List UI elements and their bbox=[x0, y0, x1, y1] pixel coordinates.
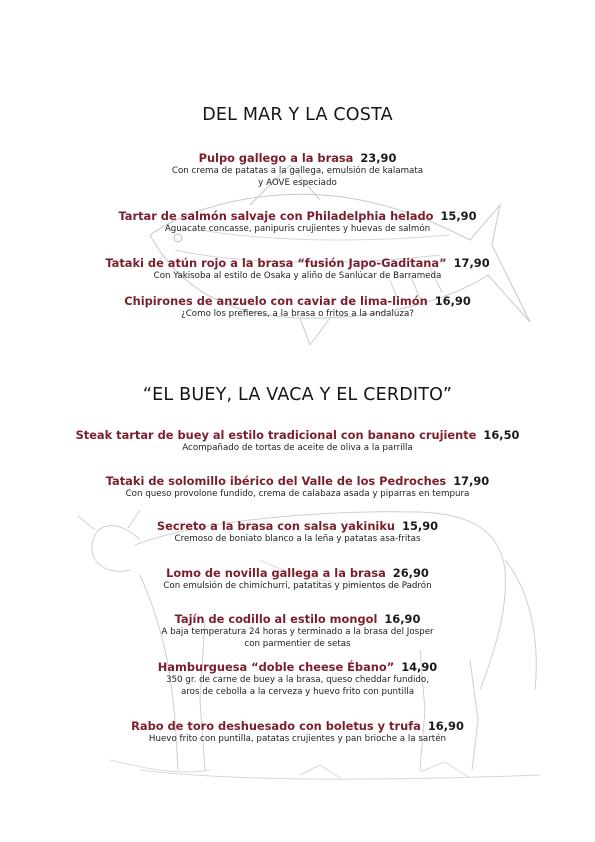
dish-description: con parmentier de setas bbox=[244, 639, 351, 649]
dish-price: 23,90 bbox=[360, 151, 397, 165]
dish-price: 17,90 bbox=[453, 474, 490, 488]
dish-description: 350 gr. de carne de buey a la brasa, queso cheddar fundido, bbox=[165, 675, 430, 685]
dish-price: 14,90 bbox=[401, 660, 438, 674]
dish-name: Steak tartar de buey al estilo tradicional con banano crujiente bbox=[75, 428, 477, 442]
dish-name: Tataki de atún rojo a la brasa “fusión Japo-Gaditana” bbox=[105, 256, 447, 270]
dish-tataki-solomillo bbox=[0, 474, 595, 500]
dish-name: Pulpo gallego a la brasa bbox=[198, 151, 354, 165]
dish-price: 15,90 bbox=[440, 209, 477, 223]
dish-price: 15,90 bbox=[402, 519, 439, 533]
dish-lomo-novilla bbox=[0, 566, 595, 592]
dish-price: 16,90 bbox=[434, 294, 471, 308]
dish-hamburguesa bbox=[0, 660, 595, 698]
dish-description: Con crema de patatas a la gallega, emulsión de kalamata bbox=[171, 166, 424, 176]
dish-name: Tataki de solomillo ibérico del Valle de los Pedroches bbox=[105, 474, 447, 488]
section-title: “EL BUEY, LA VACA Y EL CERDITO” bbox=[142, 385, 453, 405]
dish-description: Con emulsión de chimichurri, patatitas y pimientos de Padrón bbox=[163, 581, 432, 591]
dish-rabo-toro bbox=[0, 719, 595, 745]
section-del-mar bbox=[0, 105, 595, 125]
dish-chipirones bbox=[0, 294, 595, 320]
dish-pulpo bbox=[0, 151, 595, 189]
section-title: DEL MAR Y LA COSTA bbox=[202, 105, 393, 125]
dish-name: Hamburguesa “doble cheese Ébano” bbox=[157, 660, 395, 674]
dish-secreto bbox=[0, 519, 595, 545]
dish-description: Huevo frito con puntilla, patatas crujientes y pan brioche a la sartén bbox=[148, 734, 447, 744]
dish-name: Rabo de toro deshuesado con boletus y trufa bbox=[131, 719, 421, 733]
dish-description: Cremoso de boniato blanco a la leña y patatas asa-fritas bbox=[174, 534, 421, 544]
dish-tajin-codillo bbox=[0, 612, 595, 650]
dish-tataki-atun bbox=[0, 256, 595, 282]
dish-description: A baja temperatura 24 horas y terminado a la brasa del Josper bbox=[161, 627, 434, 637]
dish-name: Tartar de salmón salvaje con Philadelphia helado bbox=[118, 209, 434, 223]
dish-description: Con queso provolone fundido, crema de calabaza asada y piparras en tempura bbox=[125, 489, 470, 499]
dish-name: Tajín de codillo al estilo mongol bbox=[174, 612, 378, 626]
dish-description: y AOVE especiado bbox=[258, 178, 337, 188]
dish-description: ¿Como los prefieres, a la brasa o fritos a la andaluza? bbox=[181, 309, 414, 319]
dish-description: Aguacate concasse, panipuris crujientes y huevas de salmón bbox=[164, 224, 431, 234]
dish-price: 17,90 bbox=[453, 256, 490, 270]
dish-name: Chipirones de anzuelo con caviar de lima-limón bbox=[124, 294, 428, 308]
dish-steak-tartar bbox=[0, 428, 595, 454]
dish-description: Acompañado de tortas de aceite de oliva a la parrilla bbox=[182, 443, 413, 453]
section-el-buey bbox=[0, 385, 595, 405]
dish-price: 26,90 bbox=[392, 566, 429, 580]
dish-tartar-salmon bbox=[0, 209, 595, 235]
dish-price: 16,90 bbox=[384, 612, 421, 626]
dish-name: Secreto a la brasa con salsa yakiniku bbox=[156, 519, 396, 533]
dish-price: 16,90 bbox=[427, 719, 464, 733]
dish-description: aros de cebolla a la cerveza y huevo frito con puntilla bbox=[180, 687, 415, 697]
dish-price: 16,50 bbox=[483, 428, 520, 442]
dish-description: Con Yakisoba al estilo de Osaka y aliño de Sanlúcar de Barrameda bbox=[153, 271, 442, 281]
dish-name: Lomo de novilla gallega a la brasa bbox=[166, 566, 386, 580]
